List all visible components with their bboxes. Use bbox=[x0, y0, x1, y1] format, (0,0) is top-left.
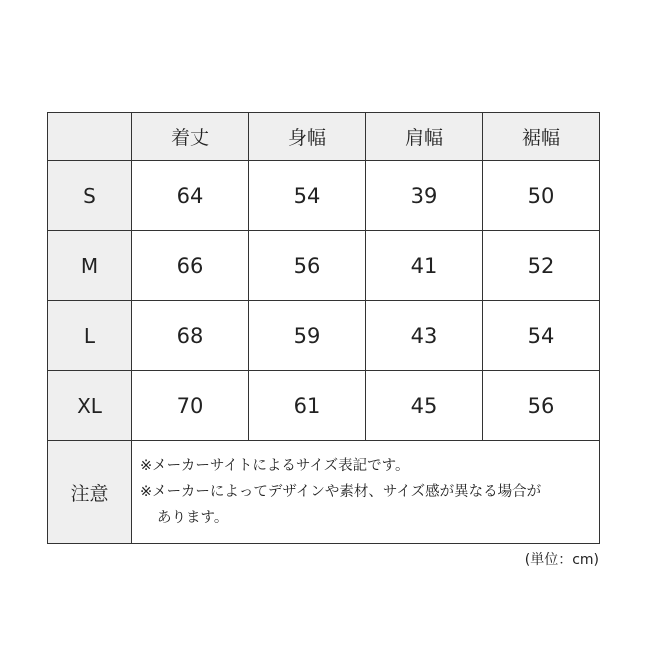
table-cell: 70 bbox=[132, 371, 249, 441]
table-cell: 50 bbox=[483, 161, 600, 231]
table-row bbox=[48, 301, 600, 371]
header-hem-width: 裾幅 bbox=[483, 113, 600, 161]
table-cell: 45 bbox=[366, 371, 483, 441]
header-shoulder-width: 肩幅 bbox=[366, 113, 483, 161]
size-label: L bbox=[48, 301, 132, 371]
table-cell: 56 bbox=[249, 231, 366, 301]
table-cell: 59 bbox=[249, 301, 366, 371]
note-line: あります。 bbox=[157, 510, 229, 526]
table-cell: 56 bbox=[483, 371, 600, 441]
table-row bbox=[48, 371, 600, 441]
table-row bbox=[48, 161, 600, 231]
size-label: M bbox=[48, 231, 132, 301]
size-label: S bbox=[48, 161, 132, 231]
unit-label: (単位：cm) bbox=[524, 552, 599, 568]
table-cell: 66 bbox=[132, 231, 249, 301]
note-text bbox=[132, 441, 600, 544]
table-cell: 54 bbox=[483, 301, 600, 371]
header-body-width: 身幅 bbox=[249, 113, 366, 161]
table-cell: 68 bbox=[132, 301, 249, 371]
header-length: 着丈 bbox=[132, 113, 249, 161]
note-row bbox=[48, 441, 600, 544]
table-cell: 43 bbox=[366, 301, 483, 371]
table-cell: 54 bbox=[249, 161, 366, 231]
corner-cell bbox=[48, 113, 132, 161]
note-line: ※メーカーサイトによるサイズ表記です。 bbox=[140, 458, 410, 474]
note-line: ※メーカーによってデザインや素材、サイズ感が異なる場合が bbox=[140, 484, 542, 500]
table-cell: 64 bbox=[132, 161, 249, 231]
table-cell: 52 bbox=[483, 231, 600, 301]
table-row bbox=[48, 231, 600, 301]
table-cell: 61 bbox=[249, 371, 366, 441]
header-row bbox=[48, 113, 600, 161]
table-cell: 41 bbox=[366, 231, 483, 301]
table-cell: 39 bbox=[366, 161, 483, 231]
note-label: 注意 bbox=[48, 441, 132, 544]
size-chart-table bbox=[47, 112, 600, 544]
size-label: XL bbox=[48, 371, 132, 441]
